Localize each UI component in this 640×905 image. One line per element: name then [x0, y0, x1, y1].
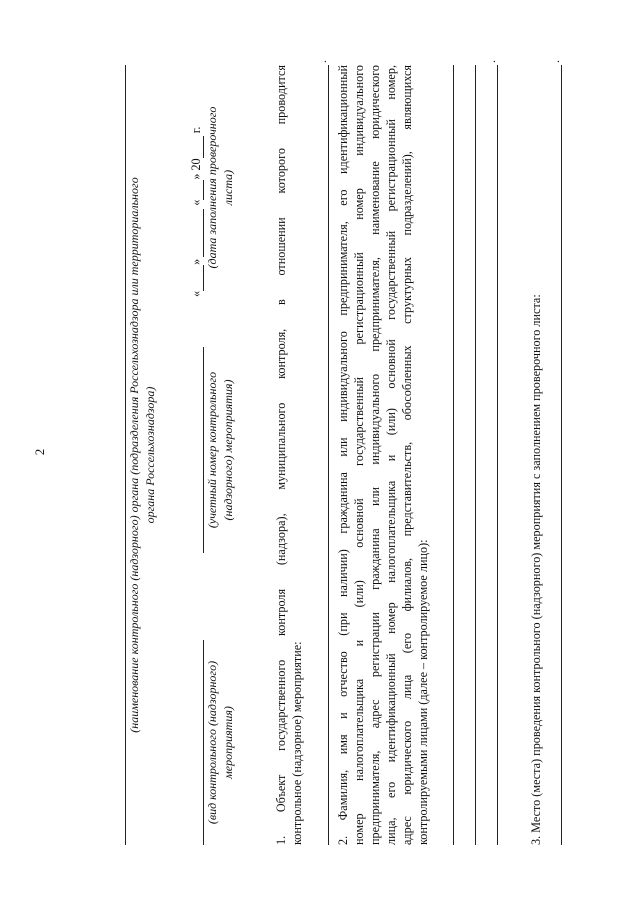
person-answer-rule-1 — [453, 65, 454, 845]
authority-caption — [127, 65, 158, 845]
section-place — [528, 65, 544, 845]
object-rule — [328, 65, 329, 845]
person-answer-rule-3 — [497, 65, 498, 845]
kind-caption-line2: мероприятия) — [220, 706, 235, 779]
kind-rule — [203, 640, 204, 845]
object-line1: 1. Объект государственного контроля (надзора), муниципального контроля, в отношении которого проводится — [274, 65, 288, 845]
date-caption-line1: (дата заполнения проверочного — [205, 106, 219, 269]
date-year-prefix: 20 — [189, 158, 203, 171]
date-line — [188, 127, 204, 297]
section-person — [335, 65, 432, 845]
person-line6: контролируемыми лицами (далее – контролируемое лицо): — [416, 539, 431, 845]
date-caption-line2: листа) — [220, 169, 235, 206]
authority-caption-line2: органа Россельхознадзора) — [142, 386, 157, 524]
place-line1: 3. Место (места) проведения контрольного (надзорного) мероприятия с заполнением проверочного листа: — [529, 294, 543, 845]
person-line4: лица, его идентификационный номер налогоплательщика и (или) основной государственный регистрационный номер, — [384, 65, 399, 845]
page-number: 2 — [32, 448, 47, 456]
account-caption-line1: (учетный номер контрольного — [205, 371, 219, 529]
person-line5: адрес юридического лица (его филиалов, представительств, обособленных структурных подразделений), являющихся — [400, 65, 415, 845]
person-line1: 2. Фамилия, имя и отчество (при наличии) гражданина или индивидуального предпринимателя, его идентификационный — [336, 65, 350, 845]
date-open-quote: « — [189, 290, 203, 297]
date-month-blank — [191, 209, 204, 257]
authority-rule — [125, 65, 126, 845]
kind-caption — [205, 640, 236, 845]
account-rule — [203, 347, 204, 553]
date-caption — [205, 85, 236, 290]
kind-caption-line1: (вид контрольного (надзорного) — [205, 660, 219, 825]
section-object — [273, 65, 305, 845]
date-close-quote: » — [189, 258, 203, 265]
date-open-quote-2: « — [189, 199, 203, 206]
date-year-blank — [191, 136, 204, 158]
date-year-suffix: г. — [189, 126, 203, 134]
date-day-blank — [191, 265, 204, 291]
person-line2: номер налогоплательщика и (или) основной государственный регистрационный номер индивидуального — [352, 65, 367, 845]
person-answer-rule-2 — [475, 65, 476, 845]
place-rule-dot: . — [548, 60, 562, 63]
place-rule — [561, 65, 562, 845]
account-caption — [205, 347, 236, 553]
account-caption-line2: (надзорного) мероприятия) — [220, 379, 235, 521]
object-rule-dot: . — [315, 60, 329, 63]
person-line3: предпринимателя, адрес регистрации гражданина или индивидуального предпринимателя, наименование юридического — [368, 65, 383, 845]
date-day2-blank — [191, 180, 204, 200]
date-close-quote-2: » — [189, 173, 203, 180]
object-line2: контрольное (надзорное) мероприятие: — [290, 641, 305, 845]
authority-caption-line1: (наименование контрольного (надзорного) органа (подразделения Россельхознадзора или территориального — [127, 177, 141, 733]
checklist-sheet — [113, 25, 603, 875]
person-answer-dot: . — [484, 60, 498, 63]
